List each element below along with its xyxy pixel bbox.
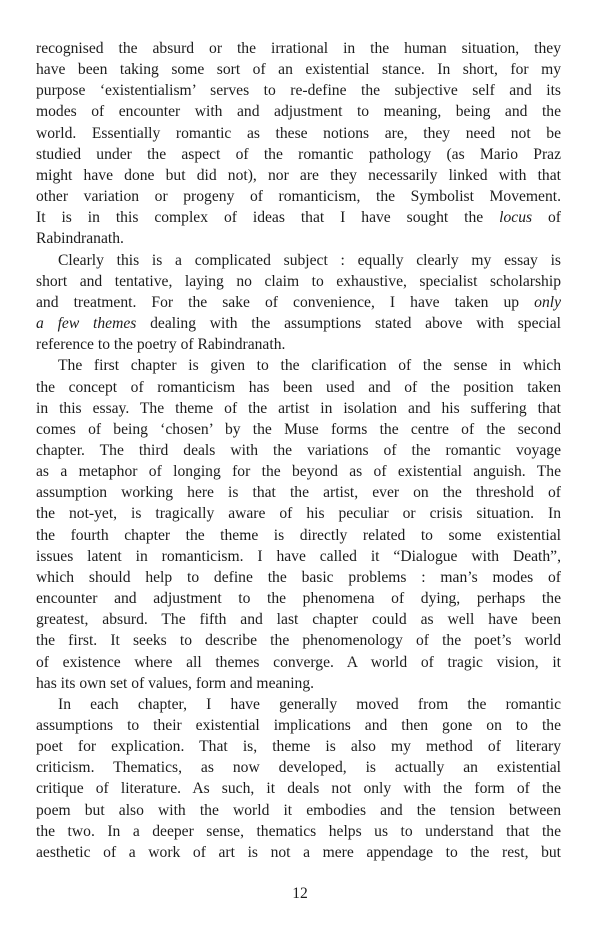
text-line (36, 38, 561, 59)
paragraph (36, 694, 561, 863)
text-line (36, 757, 561, 778)
paragraph (36, 38, 561, 250)
text-run: as a metaphor of longing for the beyond as of existential anguish. The (36, 463, 561, 481)
text-line (36, 207, 561, 228)
text-line (36, 609, 561, 630)
text-run: the fourth chapter the theme is directly related to some existential (36, 526, 561, 544)
italic-text: only (534, 293, 561, 311)
text-line (36, 736, 561, 757)
text-line (36, 800, 561, 821)
text-run: the first. It seeks to describe the phenomenology of the poet’s world (36, 632, 561, 650)
text-run: the two. In a deeper sense, thematics helps us to understand that the (36, 822, 561, 840)
text-run: poet for explication. That is, theme is also my method of literary (36, 738, 561, 756)
text-run: might have done but did not), nor are they necessarily linked with that (36, 166, 561, 184)
text-line (36, 377, 561, 398)
text-line (36, 144, 561, 165)
text-line (36, 334, 561, 355)
text-run: greatest, absurd. The fifth and last chapter could as well have been (36, 611, 561, 629)
text-run: has its own set of values, form and meaning. (36, 674, 315, 692)
text-run: It is in this complex of ideas that I have sought the (36, 209, 500, 227)
text-line (36, 630, 561, 651)
text-run: of existence where all themes converge. A world of tragic vision, it (36, 653, 561, 671)
italic-text: a few themes (36, 315, 137, 333)
text-line (36, 271, 561, 292)
text-run: assumption working here is that the artist, ever on the threshold of (36, 484, 561, 502)
text-line (36, 546, 561, 567)
text-line (36, 313, 561, 334)
text-run: world. Essentially romantic as these notions are, they need not be (36, 124, 561, 142)
page-number: 12 (292, 885, 308, 902)
text-run: critique of literature. As such, it deals not only with the form of the (36, 780, 561, 798)
text-run: The first chapter is given to the clarification of the sense in which (58, 357, 561, 375)
text-line (36, 186, 561, 207)
text-run: issues latent in romanticism. I have called it “Dialogue with Death”, (36, 547, 561, 565)
text-line (36, 461, 561, 482)
text-line (36, 673, 561, 694)
text-line (36, 694, 561, 715)
text-run: assumptions to their existential implications and then gone on to the (36, 717, 561, 734)
text-run: recognised the absurd or the irrational in the human situation, they (36, 40, 561, 57)
text-run: Rabindranath. (36, 230, 124, 248)
text-line (36, 123, 561, 144)
text-run: have been taking some sort of an existential stance. In short, for my (36, 61, 561, 79)
text-line (36, 101, 561, 122)
text-run: the not-yet, is tragically aware of his peculiar or crisis situation. In (36, 505, 561, 523)
text-run: other variation or progeny of romanticism, the Symbolist Movement. (36, 188, 561, 206)
text-run: poem but also with the world it embodies and the tension between (36, 801, 561, 819)
text-run: purpose ‘existentialism’ serves to re-define the subjective self and its (36, 82, 561, 100)
text-line (36, 778, 561, 799)
text-run: encounter and adjustment to the phenomena of dying, perhaps the (36, 590, 561, 608)
text-run: dealing with the assumptions stated above with special (136, 315, 561, 333)
text-line (36, 588, 561, 609)
text-run: studied under the aspect of the romantic pathology (as Mario Praz (36, 145, 561, 163)
text-run: In each chapter, I have generally moved from the romantic (58, 695, 561, 713)
text-run: comes of being ‘chosen’ by the Muse forms the centre of the second (36, 420, 561, 438)
text-run: and treatment. For the sake of convenience, I have taken up (36, 293, 535, 311)
text-line (36, 292, 561, 313)
text-run: short and tentative, laying no claim to exhaustive, specialist scholarship (36, 272, 561, 290)
text-line (36, 80, 561, 101)
paragraph (36, 250, 561, 356)
text-line (36, 715, 561, 736)
text-run: of (532, 209, 562, 227)
text-run: which should help to define the basic problems : man’s modes of (36, 568, 561, 586)
text-line (36, 419, 561, 440)
text-line (36, 165, 561, 186)
text-run: in this essay. The theme of the artist in isolation and his suffering that (36, 399, 561, 417)
text-line (36, 482, 561, 503)
text-run: reference to the poetry of Rabindranath. (36, 336, 286, 354)
text-run: criticism. Thematics, as now developed, is actually an existential (36, 759, 561, 777)
paragraph (36, 355, 561, 694)
text-run: Clearly this is a complicated subject : equally clearly my essay is (58, 251, 561, 269)
text-line (36, 398, 561, 419)
text-run: the concept of romanticism has been used and of the position taken (36, 378, 561, 396)
text-run: modes of encounter with and adjustment to meaning, being and the (36, 103, 561, 121)
body-text (36, 38, 561, 863)
text-run: chapter. The third deals with the variations of the romantic voyage (36, 441, 561, 459)
text-line (36, 250, 561, 271)
text-line (36, 440, 561, 461)
text-line (36, 567, 561, 588)
text-line (36, 652, 561, 673)
text-line (36, 355, 561, 376)
text-run: aesthetic of a work of art is not a mere appendage to the rest, but (36, 843, 561, 861)
text-line (36, 59, 561, 80)
text-line (36, 228, 561, 249)
text-line (36, 821, 561, 842)
italic-text: locus (499, 209, 533, 227)
text-line (36, 842, 561, 863)
text-line (36, 503, 561, 524)
text-line (36, 525, 561, 546)
